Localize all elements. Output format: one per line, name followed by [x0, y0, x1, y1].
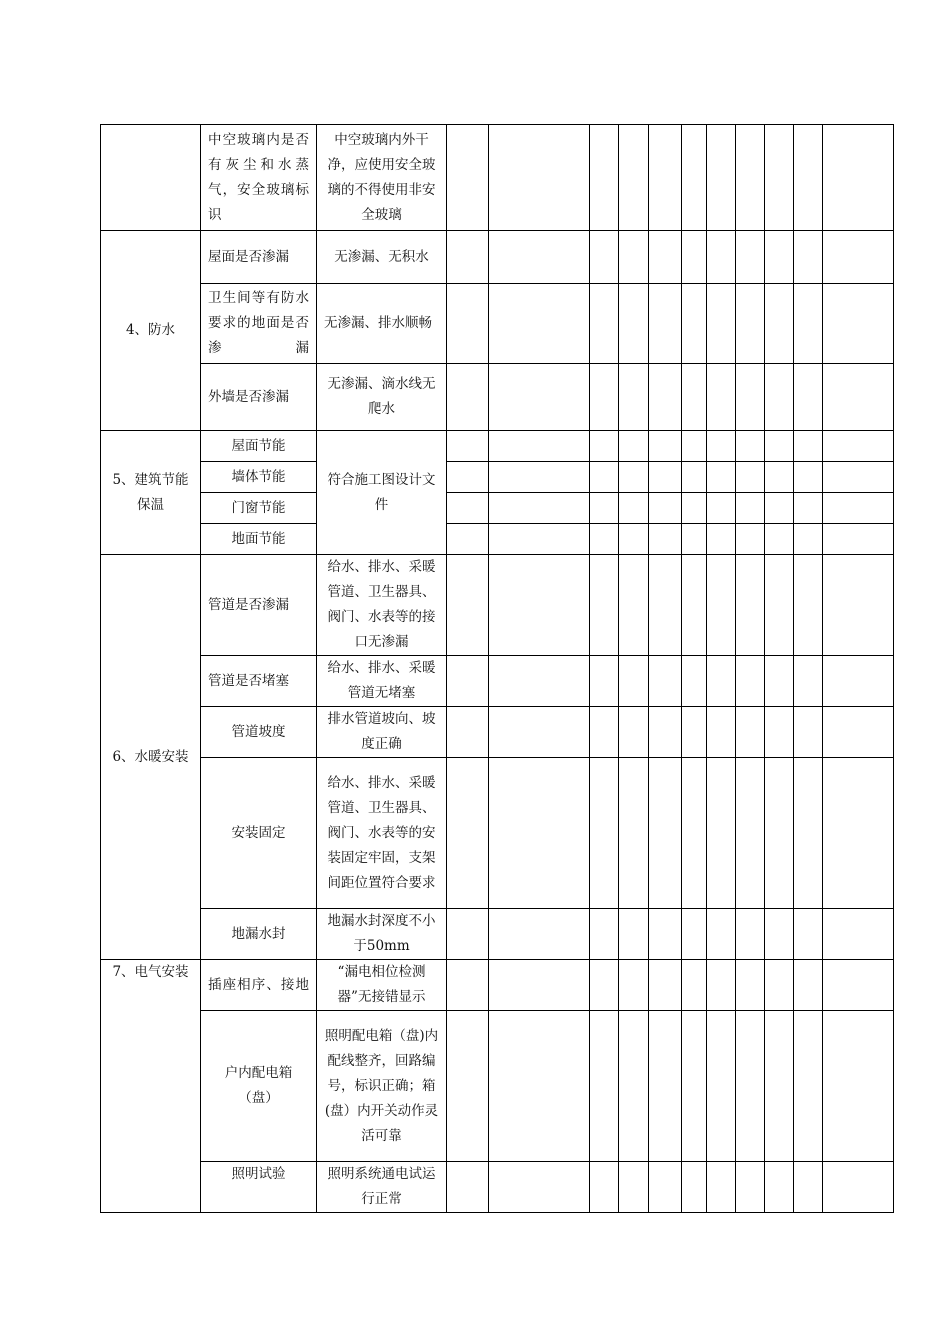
blank-cell[interactable] [590, 231, 619, 284]
category-cell: 6、水暖安装 [101, 555, 201, 960]
blank-cell[interactable] [823, 707, 894, 758]
blank-cell[interactable] [682, 909, 707, 960]
blank-cell[interactable] [794, 125, 823, 231]
blank-cell[interactable] [619, 1162, 649, 1213]
blank-cell[interactable] [682, 707, 707, 758]
blank-cell[interactable] [489, 656, 590, 707]
blank-cell[interactable] [707, 231, 736, 284]
item-cell: 户内配电箱（盘） [201, 1011, 317, 1162]
blank-cell[interactable] [823, 656, 894, 707]
table-row [101, 231, 894, 284]
blank-cell[interactable] [590, 125, 619, 231]
blank-cell[interactable] [765, 555, 794, 656]
blank-cell[interactable] [736, 758, 765, 909]
blank-cell[interactable] [590, 462, 619, 493]
table-row [101, 125, 894, 231]
standard-cell: “漏电相位检测器”无接错显示 [317, 960, 447, 1011]
blank-cell[interactable] [736, 960, 765, 1011]
blank-cell[interactable] [619, 125, 649, 231]
blank-cell[interactable] [447, 462, 489, 493]
blank-cell[interactable] [619, 284, 649, 364]
blank-cell[interactable] [447, 960, 489, 1011]
blank-cell[interactable] [736, 493, 765, 524]
item-cell: 地面节能 [201, 524, 317, 555]
item-cell: 卫生间等有防水要求的地面是否渗漏 [201, 284, 317, 364]
blank-cell[interactable] [794, 656, 823, 707]
blank-cell[interactable] [794, 364, 823, 431]
blank-cell[interactable] [649, 656, 682, 707]
standard-cell: 照明系统通电试运行正常 [317, 1162, 447, 1213]
blank-cell[interactable] [489, 364, 590, 431]
standard-cell: 给水、排水、采暖管道、卫生器具、阀门、水表等的安装固定牢固，支架间距位置符合要求 [317, 758, 447, 909]
blank-cell[interactable] [736, 125, 765, 231]
blank-cell[interactable] [649, 524, 682, 555]
blank-cell[interactable] [794, 758, 823, 909]
blank-cell[interactable] [736, 231, 765, 284]
item-cell: 外墙是否渗漏 [201, 364, 317, 431]
blank-cell[interactable] [823, 1162, 894, 1213]
blank-cell[interactable] [649, 493, 682, 524]
blank-cell[interactable] [619, 524, 649, 555]
item-cell: 照明试验 [201, 1162, 317, 1213]
blank-cell[interactable] [682, 656, 707, 707]
blank-cell[interactable] [707, 758, 736, 909]
blank-cell[interactable] [707, 284, 736, 364]
blank-cell[interactable] [794, 431, 823, 462]
table-row [101, 284, 894, 364]
blank-cell[interactable] [590, 284, 619, 364]
blank-cell[interactable] [707, 707, 736, 758]
blank-cell[interactable] [590, 960, 619, 1011]
blank-cell[interactable] [682, 364, 707, 431]
blank-cell[interactable] [823, 462, 894, 493]
blank-cell[interactable] [707, 909, 736, 960]
blank-cell[interactable] [823, 960, 894, 1011]
standard-cell: 照明配电箱（盘)内配线整齐，回路编号，标识正确；箱(盘）内开关动作灵活可靠 [317, 1011, 447, 1162]
blank-cell[interactable] [489, 431, 590, 462]
blank-cell[interactable] [682, 284, 707, 364]
blank-cell[interactable] [707, 656, 736, 707]
blank-cell[interactable] [619, 1011, 649, 1162]
blank-cell[interactable] [765, 707, 794, 758]
blank-cell[interactable] [447, 555, 489, 656]
blank-cell[interactable] [619, 555, 649, 656]
blank-cell[interactable] [682, 493, 707, 524]
blank-cell[interactable] [619, 231, 649, 284]
blank-cell[interactable] [765, 125, 794, 231]
blank-cell[interactable] [707, 1162, 736, 1213]
blank-cell[interactable] [649, 431, 682, 462]
blank-cell[interactable] [447, 364, 489, 431]
standard-cell: 无渗漏、排水顺畅 [317, 284, 447, 364]
item-cell: 管道是否渗漏 [201, 555, 317, 656]
blank-cell[interactable] [590, 431, 619, 462]
blank-cell[interactable] [619, 656, 649, 707]
blank-cell[interactable] [707, 555, 736, 656]
blank-cell[interactable] [736, 284, 765, 364]
blank-cell[interactable] [794, 524, 823, 555]
blank-cell[interactable] [736, 431, 765, 462]
item-cell: 安装固定 [201, 758, 317, 909]
blank-cell[interactable] [765, 758, 794, 909]
table-row [101, 493, 894, 524]
category-cell: 5、建筑节能保温 [101, 431, 201, 555]
blank-cell[interactable] [707, 364, 736, 431]
blank-cell[interactable] [823, 431, 894, 462]
blank-cell[interactable] [736, 909, 765, 960]
standard-cell: 给水、排水、采暖管道、卫生器具、阀门、水表等的接口无渗漏 [317, 555, 447, 656]
blank-cell[interactable] [489, 493, 590, 524]
blank-cell[interactable] [489, 960, 590, 1011]
blank-cell[interactable] [649, 555, 682, 656]
blank-cell[interactable] [649, 960, 682, 1011]
blank-cell[interactable] [590, 1011, 619, 1162]
blank-cell[interactable] [489, 1162, 590, 1213]
blank-cell[interactable] [682, 231, 707, 284]
blank-cell[interactable] [619, 364, 649, 431]
blank-cell[interactable] [590, 656, 619, 707]
blank-cell[interactable] [794, 231, 823, 284]
blank-cell[interactable] [447, 1162, 489, 1213]
blank-cell[interactable] [736, 555, 765, 656]
blank-cell[interactable] [765, 1162, 794, 1213]
blank-cell[interactable] [682, 125, 707, 231]
blank-cell[interactable] [707, 125, 736, 231]
blank-cell[interactable] [489, 909, 590, 960]
blank-cell[interactable] [649, 1011, 682, 1162]
blank-cell[interactable] [619, 758, 649, 909]
standard-cell: 中空玻璃内外干净，应使用安全玻璃的不得使用非安全玻璃 [317, 125, 447, 231]
item-cell: 门窗节能 [201, 493, 317, 524]
blank-cell[interactable] [619, 960, 649, 1011]
blank-cell[interactable] [823, 1011, 894, 1162]
item-cell: 中空玻璃内是否有灰尘和水蒸气，安全玻璃标识 [201, 125, 317, 231]
blank-cell[interactable] [649, 231, 682, 284]
blank-cell[interactable] [447, 524, 489, 555]
blank-cell[interactable] [649, 462, 682, 493]
blank-cell[interactable] [619, 707, 649, 758]
category-cell [101, 125, 201, 231]
standard-cell: 给水、排水、采暖管道无堵塞 [317, 656, 447, 707]
blank-cell[interactable] [736, 656, 765, 707]
blank-cell[interactable] [765, 284, 794, 364]
table-row [101, 364, 894, 431]
table-row [101, 960, 894, 1011]
item-cell: 墙体节能 [201, 462, 317, 493]
blank-cell[interactable] [447, 707, 489, 758]
blank-cell[interactable] [707, 493, 736, 524]
blank-cell[interactable] [765, 909, 794, 960]
blank-cell[interactable] [707, 1011, 736, 1162]
blank-cell[interactable] [823, 284, 894, 364]
blank-cell[interactable] [736, 1162, 765, 1213]
standard-cell: 排水管道坡向、坡度正确 [317, 707, 447, 758]
category-cell: 4、防水 [101, 231, 201, 431]
blank-cell[interactable] [447, 231, 489, 284]
blank-cell[interactable] [794, 1011, 823, 1162]
blank-cell[interactable] [682, 1162, 707, 1213]
blank-cell[interactable] [590, 364, 619, 431]
blank-cell[interactable] [765, 231, 794, 284]
blank-cell[interactable] [794, 960, 823, 1011]
blank-cell[interactable] [765, 431, 794, 462]
item-cell: 管道是否堵塞 [201, 656, 317, 707]
blank-cell[interactable] [707, 524, 736, 555]
blank-cell[interactable] [765, 364, 794, 431]
table-row [101, 656, 894, 707]
blank-cell[interactable] [682, 555, 707, 656]
blank-cell[interactable] [736, 707, 765, 758]
blank-cell[interactable] [489, 1011, 590, 1162]
inspection-table [100, 124, 894, 1213]
blank-cell[interactable] [619, 909, 649, 960]
blank-cell[interactable] [489, 231, 590, 284]
blank-cell[interactable] [619, 462, 649, 493]
item-cell: 屋面是否渗漏 [201, 231, 317, 284]
blank-cell[interactable] [447, 758, 489, 909]
blank-cell[interactable] [736, 364, 765, 431]
blank-cell[interactable] [736, 462, 765, 493]
standard-cell: 无渗漏、滴水线无爬水 [317, 364, 447, 431]
blank-cell[interactable] [823, 909, 894, 960]
blank-cell[interactable] [447, 909, 489, 960]
blank-cell[interactable] [590, 493, 619, 524]
blank-cell[interactable] [447, 431, 489, 462]
blank-cell[interactable] [682, 758, 707, 909]
blank-cell[interactable] [823, 493, 894, 524]
table-row [101, 431, 894, 462]
blank-cell[interactable] [590, 707, 619, 758]
blank-cell[interactable] [447, 1011, 489, 1162]
table-row [101, 707, 894, 758]
table-row [101, 462, 894, 493]
blank-cell[interactable] [489, 125, 590, 231]
blank-cell[interactable] [765, 960, 794, 1011]
blank-cell[interactable] [823, 524, 894, 555]
blank-cell[interactable] [794, 707, 823, 758]
standard-cell: 地漏水封深度不小于50mm [317, 909, 447, 960]
blank-cell[interactable] [682, 431, 707, 462]
standard-cell: 无渗漏、无积水 [317, 231, 447, 284]
blank-cell[interactable] [794, 493, 823, 524]
blank-cell[interactable] [649, 909, 682, 960]
blank-cell[interactable] [823, 231, 894, 284]
blank-cell[interactable] [590, 1162, 619, 1213]
blank-cell[interactable] [682, 462, 707, 493]
blank-cell[interactable] [794, 909, 823, 960]
blank-cell[interactable] [590, 524, 619, 555]
blank-cell[interactable] [447, 493, 489, 524]
blank-cell[interactable] [447, 125, 489, 231]
blank-cell[interactable] [489, 707, 590, 758]
blank-cell[interactable] [489, 524, 590, 555]
table-row [101, 909, 894, 960]
item-cell: 屋面节能 [201, 431, 317, 462]
blank-cell[interactable] [649, 707, 682, 758]
blank-cell[interactable] [590, 758, 619, 909]
blank-cell[interactable] [707, 431, 736, 462]
blank-cell[interactable] [765, 493, 794, 524]
table-row [101, 758, 894, 909]
blank-cell[interactable] [736, 1011, 765, 1162]
blank-cell[interactable] [823, 364, 894, 431]
blank-cell[interactable] [489, 758, 590, 909]
blank-cell[interactable] [682, 1011, 707, 1162]
blank-cell[interactable] [794, 284, 823, 364]
blank-cell[interactable] [707, 960, 736, 1011]
blank-cell[interactable] [765, 656, 794, 707]
blank-cell[interactable] [682, 524, 707, 555]
blank-cell[interactable] [765, 524, 794, 555]
blank-cell[interactable] [649, 284, 682, 364]
blank-cell[interactable] [682, 960, 707, 1011]
blank-cell[interactable] [649, 125, 682, 231]
table-row [101, 1162, 894, 1213]
blank-cell[interactable] [619, 493, 649, 524]
table-row [101, 524, 894, 555]
table-row [101, 555, 894, 656]
item-cell: 插座相序、接地 [201, 960, 317, 1011]
blank-cell[interactable] [619, 431, 649, 462]
blank-cell[interactable] [447, 656, 489, 707]
blank-cell[interactable] [823, 758, 894, 909]
standard-cell: 符合施工图设计文件 [317, 431, 447, 555]
blank-cell[interactable] [823, 555, 894, 656]
item-cell: 管道坡度 [201, 707, 317, 758]
blank-cell[interactable] [489, 555, 590, 656]
blank-cell[interactable] [447, 284, 489, 364]
blank-cell[interactable] [649, 758, 682, 909]
blank-cell[interactable] [823, 125, 894, 231]
blank-cell[interactable] [765, 1011, 794, 1162]
blank-cell[interactable] [649, 1162, 682, 1213]
blank-cell[interactable] [794, 462, 823, 493]
blank-cell[interactable] [489, 462, 590, 493]
blank-cell[interactable] [649, 364, 682, 431]
blank-cell[interactable] [590, 909, 619, 960]
blank-cell[interactable] [794, 555, 823, 656]
blank-cell[interactable] [590, 555, 619, 656]
category-cell: 7、电气安装 [101, 960, 201, 1213]
blank-cell[interactable] [489, 284, 590, 364]
blank-cell[interactable] [794, 1162, 823, 1213]
blank-cell[interactable] [707, 462, 736, 493]
item-cell: 地漏水封 [201, 909, 317, 960]
blank-cell[interactable] [765, 462, 794, 493]
blank-cell[interactable] [736, 524, 765, 555]
table-row [101, 1011, 894, 1162]
